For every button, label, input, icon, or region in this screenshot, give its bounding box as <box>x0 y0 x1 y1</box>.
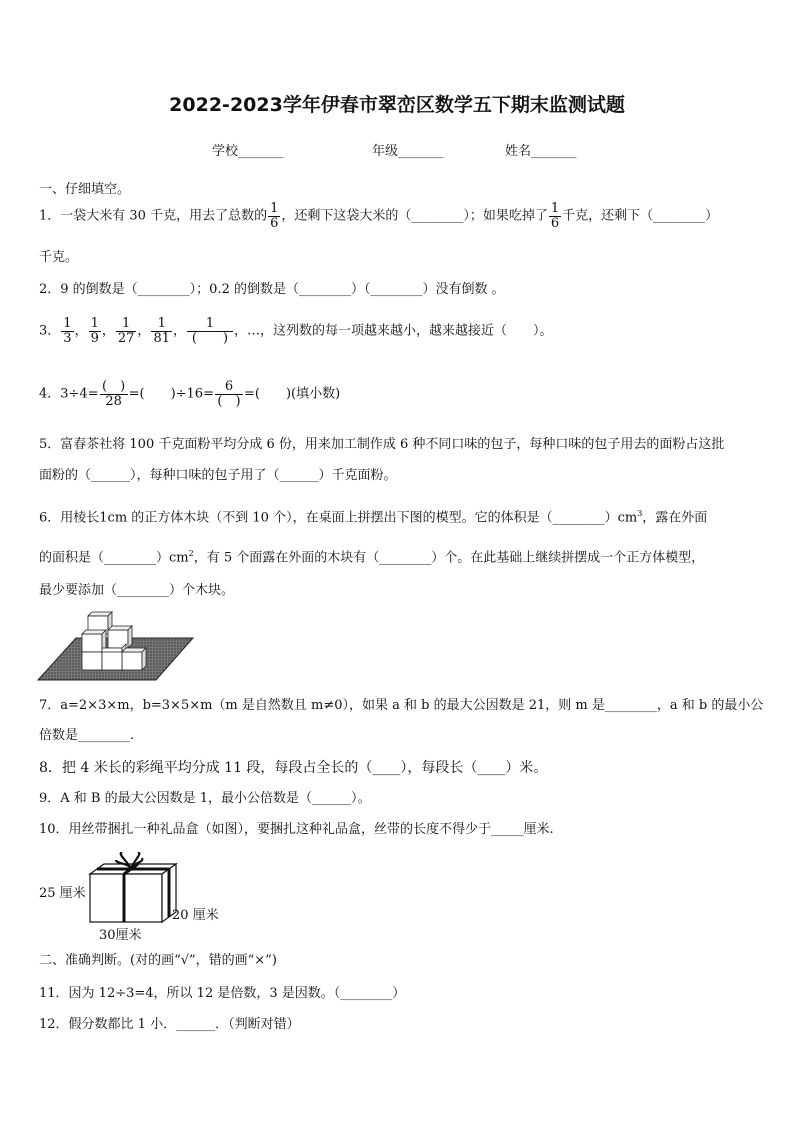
gift-depth-label: 20 厘米 <box>172 908 219 923</box>
question-11: 11．因为 12÷3=4，所以 12 是倍数，3 是因数。（________） <box>39 986 406 1001</box>
question-7-line-1: 7．a=2×3×m，b=3×5×m（m 是自然数且 m≠0），如果 a 和 b 的最大公因数是 21，则 m 是________，a 和 b 的最小公 <box>39 698 764 713</box>
question-3: 3． $\frac{1}{3}$ ， $\frac{1}{9}$ ， $\frac{1}{27}$ ， $\frac{1}{81}$ ， $\frac{1}{( )}$ ，…，这列数的每一项越来越小，越来越接近（ ）。 <box>39 316 553 346</box>
grade-field: 年级_______ <box>372 144 444 159</box>
question-5-line-1: 5．富春茶社将 100 千克面粉平均分成 6 份，用来加工制作成 6 种不同口味的包子，每种口味的包子用去的面粉占这批 <box>39 437 725 452</box>
question-1: 1．一袋大米有 30 千克，用去了总数的 $\frac{1}{6}$ ，还剩下这袋大米的（________）；如果吃掉了 $\frac{1}{6}$ 千克，还剩下（________） <box>39 201 719 231</box>
fraction-one-sixth: $\frac{1}{6}$ <box>550 201 560 231</box>
gift-box-figure <box>86 852 182 932</box>
section-1-heading: 一、仔细填空。 <box>39 182 131 197</box>
question-10: 10．用丝带捆扎一种礼品盒（如图），要捆扎这种礼品盒，丝带的长度不得少于_____厘米. <box>39 822 554 837</box>
question-6-line-2: 的面积是$(\_\_\_\_\_\_\_\_)cm^2$，有 5 个面露在外面的木块有（________）个。在此基础上继续拼摆成一个正方体模型， <box>39 549 705 566</box>
question-9: 9．A 和 B 的最大公因数是 1，最小公倍数是（______）。 <box>39 791 371 806</box>
section-2-heading: 二、准确判断。(对的画“√”，错的画“×”) <box>39 953 277 968</box>
question-8: 8．把 4 米长的彩绳平均分成 11 段，每段占全长的（____），每段长（____）米。 <box>39 760 548 776</box>
gift-width-label: 30厘米 <box>99 928 142 943</box>
question-6-line-3: 最少要添加（________）个木块。 <box>39 583 235 598</box>
question-2: 2．9 的倒数是（________）；0.2 的倒数是（________）（________）没有倒数 。 <box>39 282 505 297</box>
question-12: 12．假分数都比 1 小．______．（判断对错） <box>39 1017 300 1032</box>
question-1-cont: 千克。 <box>39 250 79 265</box>
question-6-line-1: 6．用棱长1cm 的正方体木块（不到 10 个），在桌面上拼摆出下图的模型。它的体积是$(\_\_\_\_\_\_\_\_)cm^3$，露在外面 <box>39 509 708 526</box>
school-field: 学校_______ <box>212 144 284 159</box>
fraction-one-sixth: $\frac{1}{6}$ <box>270 201 279 231</box>
gift-height-label: 25 厘米 <box>39 886 86 901</box>
cube-model-figure <box>36 606 196 684</box>
question-7-line-2: 倍数是________. <box>39 728 135 743</box>
question-4: 4．3÷4= $\frac{( )}{28}$ =( )÷16= $\frac{6}{( )}$ =( )(填小数) <box>39 379 341 409</box>
page-title: 2022-2023学年伊春市翠峦区数学五下期末监测试题 <box>169 94 625 116</box>
question-5-line-2: 面粉的（______），每种口味的包子用了（______）千克面粉。 <box>39 468 397 483</box>
name-field: 姓名_______ <box>505 144 577 159</box>
